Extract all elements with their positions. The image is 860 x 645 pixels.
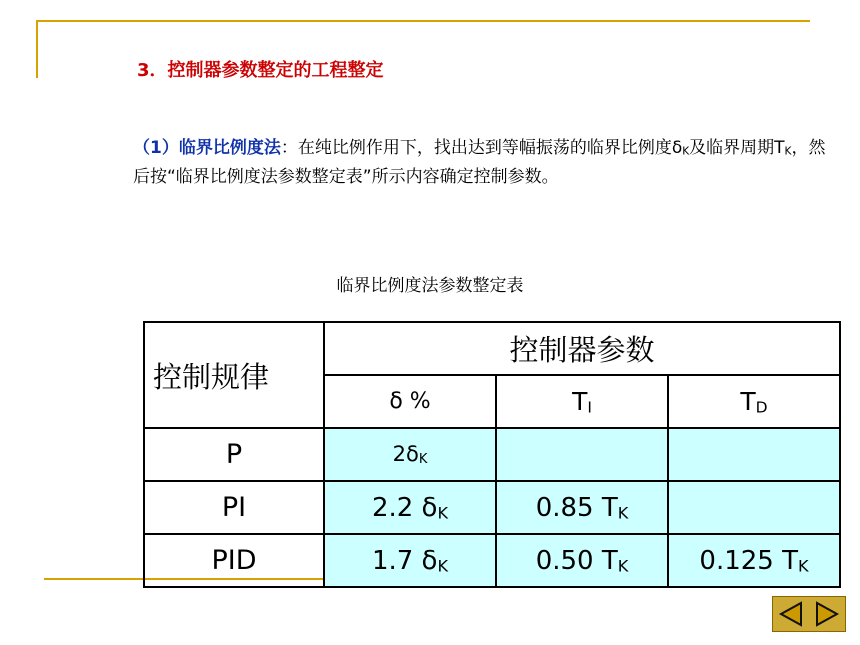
cell-pid-delta: 1.7 $\delta_K$ bbox=[324, 534, 496, 587]
method-paragraph bbox=[133, 136, 833, 190]
cell-p-ti bbox=[496, 428, 668, 481]
row-label-p: P bbox=[144, 428, 324, 481]
cell-pi-td bbox=[668, 481, 840, 534]
next-slide-button[interactable] bbox=[809, 597, 845, 631]
top-rule bbox=[36, 20, 810, 22]
paragraph-text-a: 在纯比例作用下，找出达到等幅振荡的临界比例度δ bbox=[297, 138, 683, 158]
cell-p-delta: $2\delta_K$ bbox=[324, 428, 496, 481]
params-header: 控制器参数 bbox=[324, 322, 840, 375]
left-rule bbox=[36, 20, 38, 78]
table-row bbox=[144, 481, 840, 534]
section-heading: 3．控制器参数整定的工程整定 bbox=[137, 60, 384, 81]
col-header-td: $T_D$ bbox=[668, 375, 840, 428]
method-colon: ： bbox=[280, 138, 298, 158]
col-header-ti: $T_I$ bbox=[496, 375, 668, 428]
paragraph-text-b: 及临界周期T bbox=[689, 138, 785, 158]
table-caption: 临界比例度法参数整定表 bbox=[336, 276, 524, 296]
paragraph-sub-b: K bbox=[784, 145, 792, 158]
law-header: 控制规律 bbox=[144, 322, 324, 428]
table-row bbox=[144, 534, 840, 587]
cell-pid-td: 0.125 $T_K$ bbox=[668, 534, 840, 587]
cell-pid-ti: 0.50 $T_K$ bbox=[496, 534, 668, 587]
col-header-delta: δ % bbox=[324, 375, 496, 428]
triangle-right-icon bbox=[813, 600, 841, 628]
paragraph-text-c: ，然后按“临界比例度法参数整定表”所示内容确定控制参数。 bbox=[133, 138, 826, 187]
table-row bbox=[144, 428, 840, 481]
row-label-pid: PID bbox=[144, 534, 324, 587]
cell-pi-delta: 2.2 $\delta_K$ bbox=[324, 481, 496, 534]
cell-pi-ti: 0.85 $T_K$ bbox=[496, 481, 668, 534]
row-label-pi: PI bbox=[144, 481, 324, 534]
cell-p-td bbox=[668, 428, 840, 481]
triangle-left-icon bbox=[777, 600, 805, 628]
paragraph-sub-a: K bbox=[682, 145, 690, 158]
tuning-table bbox=[143, 321, 841, 588]
prev-slide-button[interactable] bbox=[773, 597, 809, 631]
slide-navigation bbox=[772, 596, 846, 632]
method-title: （1）临界比例度法 bbox=[133, 138, 281, 158]
